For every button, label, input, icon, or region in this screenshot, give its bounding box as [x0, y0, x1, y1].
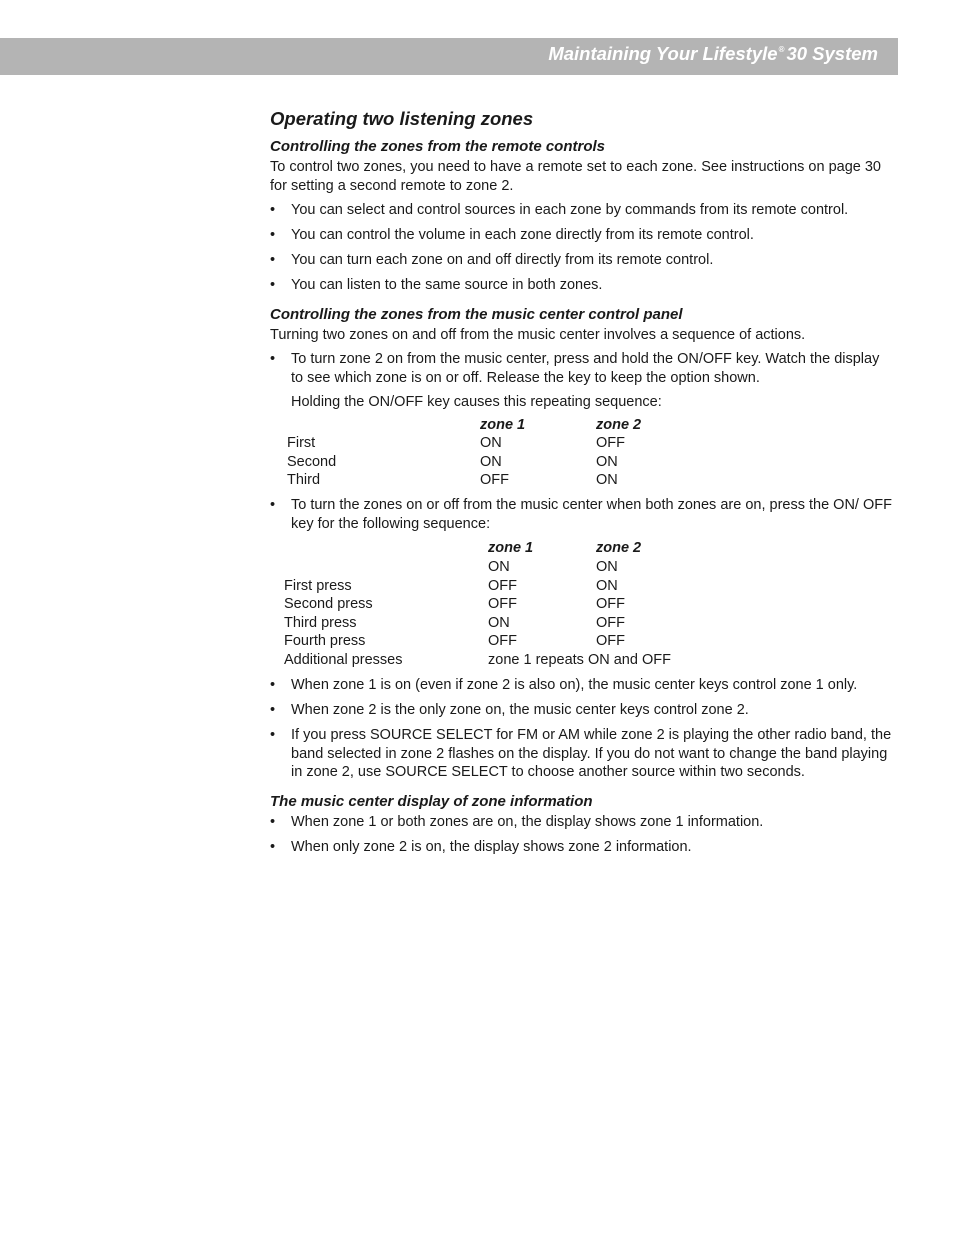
zone1-cell: zone 1 repeats ON and OFF: [488, 651, 671, 668]
list-item-text: To turn the zones on or off from the music center when both zones are on, press the ON/ OFF key for the following sequence:: [291, 497, 892, 532]
column-header-zone2: zone 2: [596, 540, 642, 557]
zone2-cell: OFF: [596, 596, 625, 613]
list-item: [270, 813, 895, 832]
list-item-text: If you press SOURCE SELECT for FM or AM while zone 2 is playing the other radio band, the band selected in zone 2 flashes on the display. If you do not want to change the band playing in zone 2, use SOURCE SELECT to choose another source within two seconds.: [291, 727, 892, 781]
table-row: [270, 471, 895, 490]
step-cell: Second press: [284, 596, 373, 613]
registered-mark: ®: [778, 45, 785, 54]
zone2-cell: OFF: [596, 614, 625, 631]
step-cell: Fourth press: [284, 633, 366, 650]
table-row: [270, 453, 895, 472]
page-header-bar: [0, 38, 898, 75]
zone1-cell: ON: [480, 435, 502, 452]
list-item: [270, 201, 895, 220]
zone1-cell: OFF: [488, 577, 517, 594]
remote-intro: To control two zones, you need to have a remote set to each zone. See instructions on page 30 for setting a second remote to zone 2.: [270, 159, 881, 194]
column-header-zone1: zone 1: [480, 416, 526, 433]
table-row: [270, 651, 895, 670]
list-item-text: When only zone 2 is on, the display shows zone 2 information.: [291, 838, 692, 855]
press-sequence-table: [270, 539, 895, 669]
zone2-cell: ON: [596, 577, 618, 594]
table-header-row: [270, 416, 895, 435]
list-item-text: You can select and control sources in each zone by commands from its remote control.: [291, 202, 849, 218]
column-header-zone2: zone 2: [596, 416, 642, 433]
zone2-cell: ON: [596, 472, 618, 489]
panel-intro: Turning two zones on and off from the music center involves a sequence of actions.: [270, 326, 806, 343]
page-header-title: [548, 43, 878, 65]
hold-sequence-table: [270, 416, 895, 490]
panel-bullet-list: [270, 350, 895, 782]
list-item: [270, 676, 895, 695]
zone1-cell: ON: [488, 558, 510, 575]
step-cell: First: [287, 435, 316, 452]
bullet-mark: •: [270, 838, 276, 855]
display-bullet-list: [270, 813, 895, 857]
list-item-text: You can turn each zone on and off directly from its remote control.: [291, 252, 714, 268]
bullet-mark: •: [270, 202, 276, 218]
list-item: [270, 701, 895, 720]
display-heading: The music center display of zone information: [270, 792, 593, 810]
remote-bullet-list: [270, 201, 895, 295]
step-cell: Third: [287, 472, 321, 489]
zone2-cell: OFF: [596, 633, 625, 650]
table-row: [270, 632, 895, 651]
table-row: [270, 595, 895, 614]
bullet-mark: •: [270, 497, 276, 514]
bullet-mark: •: [270, 252, 276, 268]
list-item: [270, 276, 895, 295]
list-item: [270, 838, 895, 857]
column-header-zone1: zone 1: [488, 540, 534, 557]
list-item: [270, 251, 895, 270]
step-cell: First press: [284, 577, 352, 594]
bullet-mark: •: [270, 277, 276, 293]
zone1-cell: OFF: [488, 633, 517, 650]
step-cell: Second: [287, 453, 337, 470]
table-row: [270, 614, 895, 633]
remote-heading: Controlling the zones from the remote controls: [270, 138, 606, 155]
list-item-text: When zone 2 is the only zone on, the music center keys control zone 2.: [291, 702, 749, 719]
zone1-cell: OFF: [480, 472, 509, 489]
page-content: [270, 107, 895, 863]
zone1-cell: OFF: [488, 596, 517, 613]
list-item-text: You can listen to the same source in both zones.: [291, 277, 603, 293]
bullet-mark: •: [270, 702, 276, 719]
sequence-note: Holding the ON/OFF key causes this repeating sequence:: [291, 394, 662, 410]
table-row: [270, 558, 895, 577]
zone2-cell: OFF: [596, 435, 625, 452]
header-title-part1: Maintaining Your Lifestyle: [548, 43, 778, 64]
bullet-mark: •: [270, 677, 276, 694]
bullet-mark: •: [270, 227, 276, 243]
list-item-text: To turn zone 2 on from the music center, press and hold the ON/OFF key. Watch the display to see which zone is on or off. Release the key to keep the option shown.: [291, 351, 880, 386]
bullet-mark: •: [270, 727, 276, 744]
zone1-cell: ON: [488, 614, 510, 631]
table-header-row: [270, 539, 895, 558]
section-title: Operating two listening zones: [270, 108, 534, 129]
list-item: [270, 496, 895, 669]
table-row: [270, 577, 895, 596]
header-title-part2: 30 System: [786, 43, 878, 64]
list-item-text: When zone 1 or both zones are on, the display shows zone 1 information.: [291, 813, 764, 830]
step-cell: Additional presses: [284, 651, 403, 668]
panel-heading: Controlling the zones from the music center control panel: [270, 305, 683, 323]
list-item: [270, 726, 895, 782]
step-cell: Third press: [284, 614, 357, 631]
list-item-text: When zone 1 is on (even if zone 2 is also on), the music center keys control zone 1 only.: [291, 677, 858, 694]
zone2-cell: ON: [596, 558, 618, 575]
zone2-cell: ON: [596, 453, 618, 470]
list-item: [270, 226, 895, 245]
list-item-text: You can control the volume in each zone directly from its remote control.: [291, 227, 754, 243]
table-row: [270, 434, 895, 453]
bullet-mark: •: [270, 813, 276, 830]
list-item: [270, 350, 895, 490]
bullet-mark: •: [270, 351, 276, 367]
zone1-cell: ON: [480, 453, 502, 470]
